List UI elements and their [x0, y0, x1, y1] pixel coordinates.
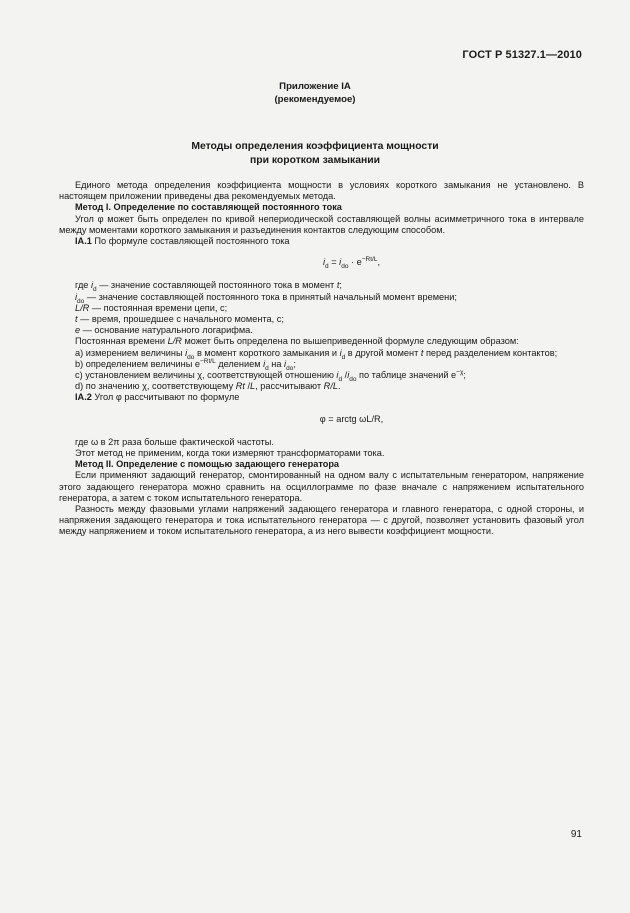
ia1-label: IA.1 [75, 236, 92, 247]
section-title [0, 140, 630, 168]
where-item: t — время, прошедшее с начального момента, с; [75, 314, 284, 325]
time-constant-line: Постоянная времени L/R может быть определена по вышеприведенной формуле следующим образом: [75, 336, 519, 347]
ia1-text: По формуле составляющей постоянного тока [94, 236, 290, 247]
step-d: d) по значению χ, соответствующему Rt /L, рассчитывают R/L. [75, 381, 341, 392]
method1-paragraph: Угол φ может быть определен по кривой непериодической составляющей волны асимметричного тока в интервале между моментами короткого замыкания и разъединения контактов следующим способом. [59, 213, 584, 235]
ia1-line [59, 236, 584, 247]
title-line-1: Методы определения коэффициента мощности [191, 141, 439, 152]
step-c: c) установлением величины χ, соответствующей отношению $i_d$ $/i_{do}$ по таблице значений $e^{-\chi}$; [75, 368, 466, 383]
not-applicable-note: Этот метод не применим, когда токи измеряют трансформаторами тока. [75, 448, 385, 459]
appendix-heading [0, 80, 630, 106]
step-b: b) определением величины $e^{-Rt/L}$ делением $i_d$ на $i_{do}$; [75, 357, 296, 372]
document-body [59, 180, 584, 538]
page-number: 91 [570, 829, 582, 840]
where-item: где $i_d$ — значение составляющей постоянного тока в момент t; [75, 280, 342, 294]
step-a: a) измерением величины $i_{do}$ в момент короткого замыкания и $i_d$ в другой момент t перед разделением контактов; [75, 347, 558, 361]
formula-dc-component: $i_d = i_{do} \cdot e^{-Rt/L}$, [323, 256, 380, 271]
appendix-name: Приложение IA [279, 81, 351, 92]
appendix-status: (рекомендуемое) [274, 94, 356, 105]
method2-paragraph-1: Если применяют задающий генератор, смонтированный на одном валу с испытательным генератором, напряжение этого задающего генератора можно сравнить на осциллограмме по фазе вначале с напряжением испытательного генератора, а затем с током испытательного генератора. [59, 470, 584, 503]
method1-heading: Метод I. Определение по составляющей постоянного тока [75, 202, 342, 213]
ia2-line [59, 392, 584, 403]
ia2-text: Угол φ рассчитывают по формуле [94, 392, 240, 403]
omega-note: где ω в 2π раза больше фактической частоты. [75, 436, 274, 447]
where-item: e — основание натурального логарифма. [75, 325, 253, 336]
title-line-2: при коротком замыкании [249, 155, 381, 166]
formula-phase-angle: φ = arctg ωL/R, [319, 413, 384, 424]
method2-paragraph-2: Разность между фазовыми углами напряжений задающего генератора и главного генератора, с одной стороны, и напряжения задающего генератора и тока испытательного генератора — с другой, позволяет установить фазовый угол между напряжением и током испытательного генератора, а из него вывести коэффициент мощности. [59, 504, 584, 537]
where-item: $i_{do}$ — значение составляющей постоянного тока в принятый начальный момент времени; [75, 291, 457, 305]
where-item: L/R — постоянная времени цепи, с; [75, 302, 228, 313]
intro-paragraph: Единого метода определения коэффициента мощности в условиях короткого замыкания не установлено. В настоящем приложении приведены два рекомендуемых метода. [59, 180, 584, 202]
ia2-label: IA.2 [75, 392, 92, 403]
method2-heading: Метод II. Определение с помощью задающего генератора [75, 459, 340, 470]
standard-header: ГОСТ Р 51327.1—2010 [462, 49, 582, 61]
